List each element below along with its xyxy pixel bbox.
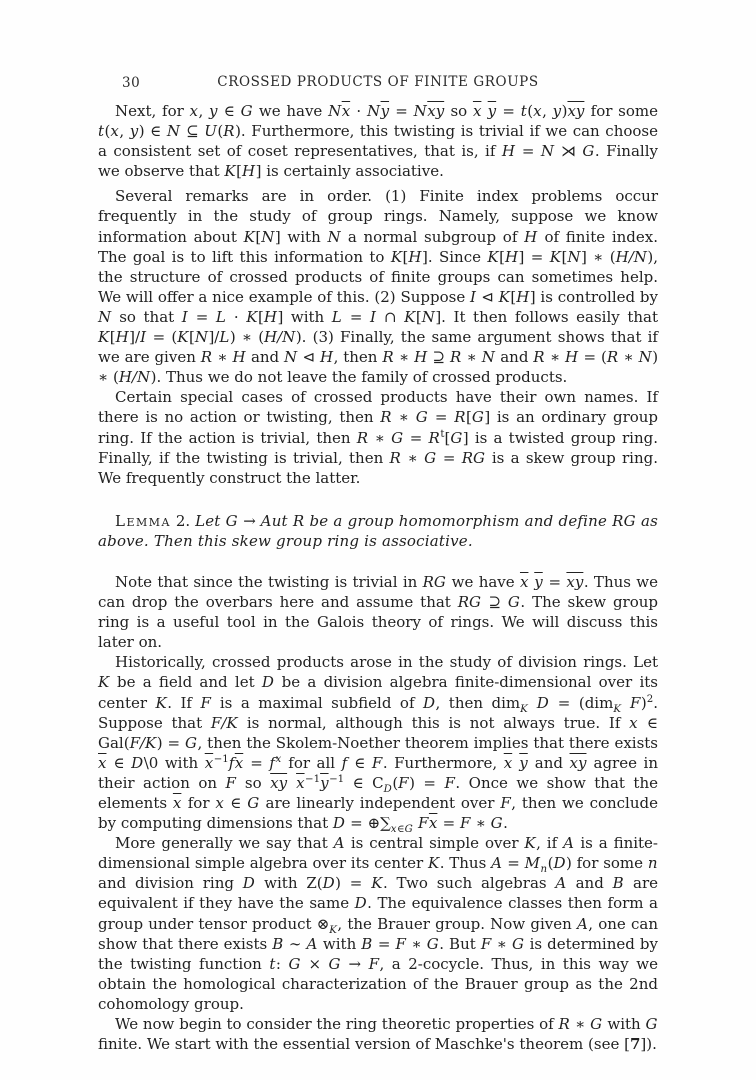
running-header [98,74,658,90]
paragraph-note-that: Note that since the twisting is trivial in RG we have $\overline{x}$ $\overline{y} = \overline{xy}$. Thus we can drop the overbars here and assume that RG ⊇ G. The skew group ring is a useful tool in the Galois theory of rings. We will discuss this later on. [98,572,659,652]
paragraph-we-now-begin: We now begin to consider the ring theoretic properties of R ∗ G with G finite. We start with the essential version of Maschke's theorem (see [7]). [98,1015,658,1054]
paragraph-more-generally: More generally we say that A is central simple over K, if A is a finite-dimensional simple algebra over its center K. Thus $A = M_n(D)$ for some n and division ring D with Z(D) = K. Two such algebras A and B are equivalent if they have the same D. The equivalence classes then form a group under tensor product $\otimes_K$, the Brauer group. Now given A, one can show that there exists B ∼ A with B = F ∗ G. But F ∗ G is determined by the twisting function t: G × G → F, a 2-cocycle. Thus, in this way we obtain the homological characterization of the Brauer group as the 2nd cohomology group. [98,834,659,1013]
paragraph-next-for: Next, for x, y ∈ G we have $N\overline{x} \cdot N\overline{y} = N\overline{xy}$ so $\overline{x}$ $\overline{y} = t(x$, $y)\overline{xy}$ for some t(x, y) ∈ N ⊆ U(R). Furthermore, this twisting is trivial if we can choose a consistent set of coset representatives, that is, if H = N ⋊ G. Finally we observe that K[H] is certainly associative. [98,102,659,181]
lemma-2: Lemma 2. Let G → Aut R be a group homomorphism and define RG as above. Then this skew group ring is associative. [98,511,658,550]
page-body [98,101,658,1054]
paragraph-several-remarks: Several remarks are in order. (1) Finite index problems occur frequently in the study of group rings. Namely, suppose we know information about K[N] with N a normal subgroup of H of finite index. The goal is to lift this information to K[H]. Since K[H] = K[N] ∗ (H/N), the structure of crossed products of finite groups can sometimes help. We will offer a nice example of this. (2) Suppose I ⊲ K[H] is controlled by N so that I = L · K[H] with L = I ∩ K[N]. It then follows easily that K[H]/I = (K[N]/L) ∗ (H/N). (3) Finally, the same argument shows that if we are given R ∗ H and N ⊲ H, then R ∗ H ⊇ R ∗ N and R ∗ H = (R ∗ N) ∗ (H/N). Thus we do not leave the family of crossed products. [98,187,659,387]
running-head-title: CROSSED PRODUCTS OF FINITE GROUPS [217,74,539,90]
page-number: 30 [122,75,141,91]
paragraph-certain-special-cases: Certain special cases of crossed products have their own names. If there is no action or twisting, then R ∗ G = R[G] is an ordinary group ring. If the action is trivial, then R ∗ $G = R^t[G]$ is a twisted group ring. Finally, if the twisting is trivial, then R ∗ G = RG is a skew group ring. We frequently construct the latter. [98,388,659,487]
paragraph-historically: Historically, crossed products arose in the study of division rings. Let K be a field and let D be a division algebra finite-dimensional over its center K. If F is a maximal subfield of D, then dim$_K$ D = (dim$_K$ F)$^2$. Suppose that F/K is normal, although this is not always true. If x ∈ Gal(F/K) = G, then the Skolem-Noether theorem implies that there exists $\overline{x}$ ∈ D\0 with $\overline{x}^{-1}f\overline{x} = f^x$ for all f ∈ F. Furthermore, $\overline{x}$ $\overline{y}$ and $\overline{xy}$ agree in their action on F so $\overline{xy}$ $\overline{x}^{-1}\overline{y}^{-1}$ ∈ $C_D(F) = F$. Once we show that the elements $\overline{x}$ for x ∈ G are linearly independent over F, then we conclude by computing dimensions that $D = \oplus\sum_{x\in G}$ $F\overline{x} = F$ ∗ G. [98,653,658,836]
